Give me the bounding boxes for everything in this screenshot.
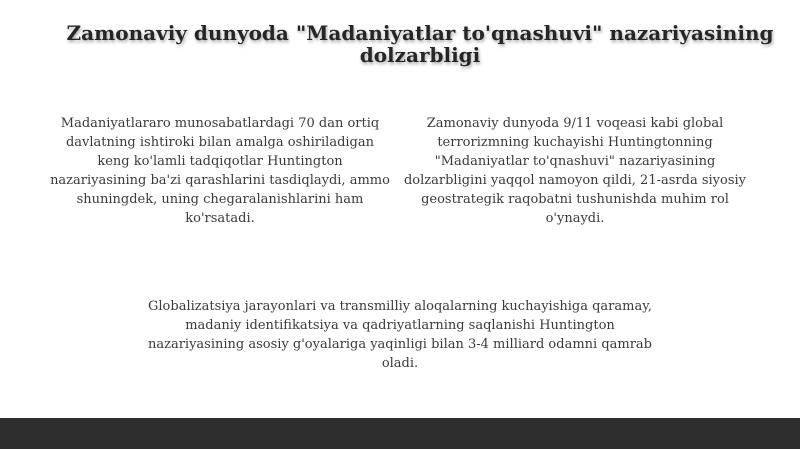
paragraph-right: Zamonaviy dunyoda 9/11 voqeasi kabi global terrorizmning kuchayishi Huntingtonning "Madaniyatlar to'qnashuvi" nazariyasining dolzarbligini yaqqol namoyon qildi, 21-asrda siyosiy geostrategik raqobatni tushunishda muhim rol o'ynaydi.: [403, 116, 747, 226]
slide-title: Zamonaviy dunyoda "Madaniyatlar to'qnashuvi" nazariyasining dolzarbligi: [66, 21, 774, 67]
paragraph-bottom: Globalizatsiya jarayonlari va transmilliy aloqalarning kuchayishiga qaramay, madaniy identifikatsiya va qadriyatlarning saqlanishi Huntington nazariyasining asosiy g'oyalariga yaqinligi bilan 3-4 milliard odamni qamrab oladi.: [147, 299, 653, 371]
footer-bar: [0, 418, 800, 449]
paragraph-left: Madaniyatlararo munosabatlardagi 70 dan ortiq davlatning ishtiroki bilan amalga oshiriladigan keng ko'lamli tadqiqotlar Huntington nazariyasining ba'zi qarashlarini tasdiqlaydi, ammo shuningdek, uning chegaralanishlarini ham ko'rsatadi.: [50, 116, 390, 226]
